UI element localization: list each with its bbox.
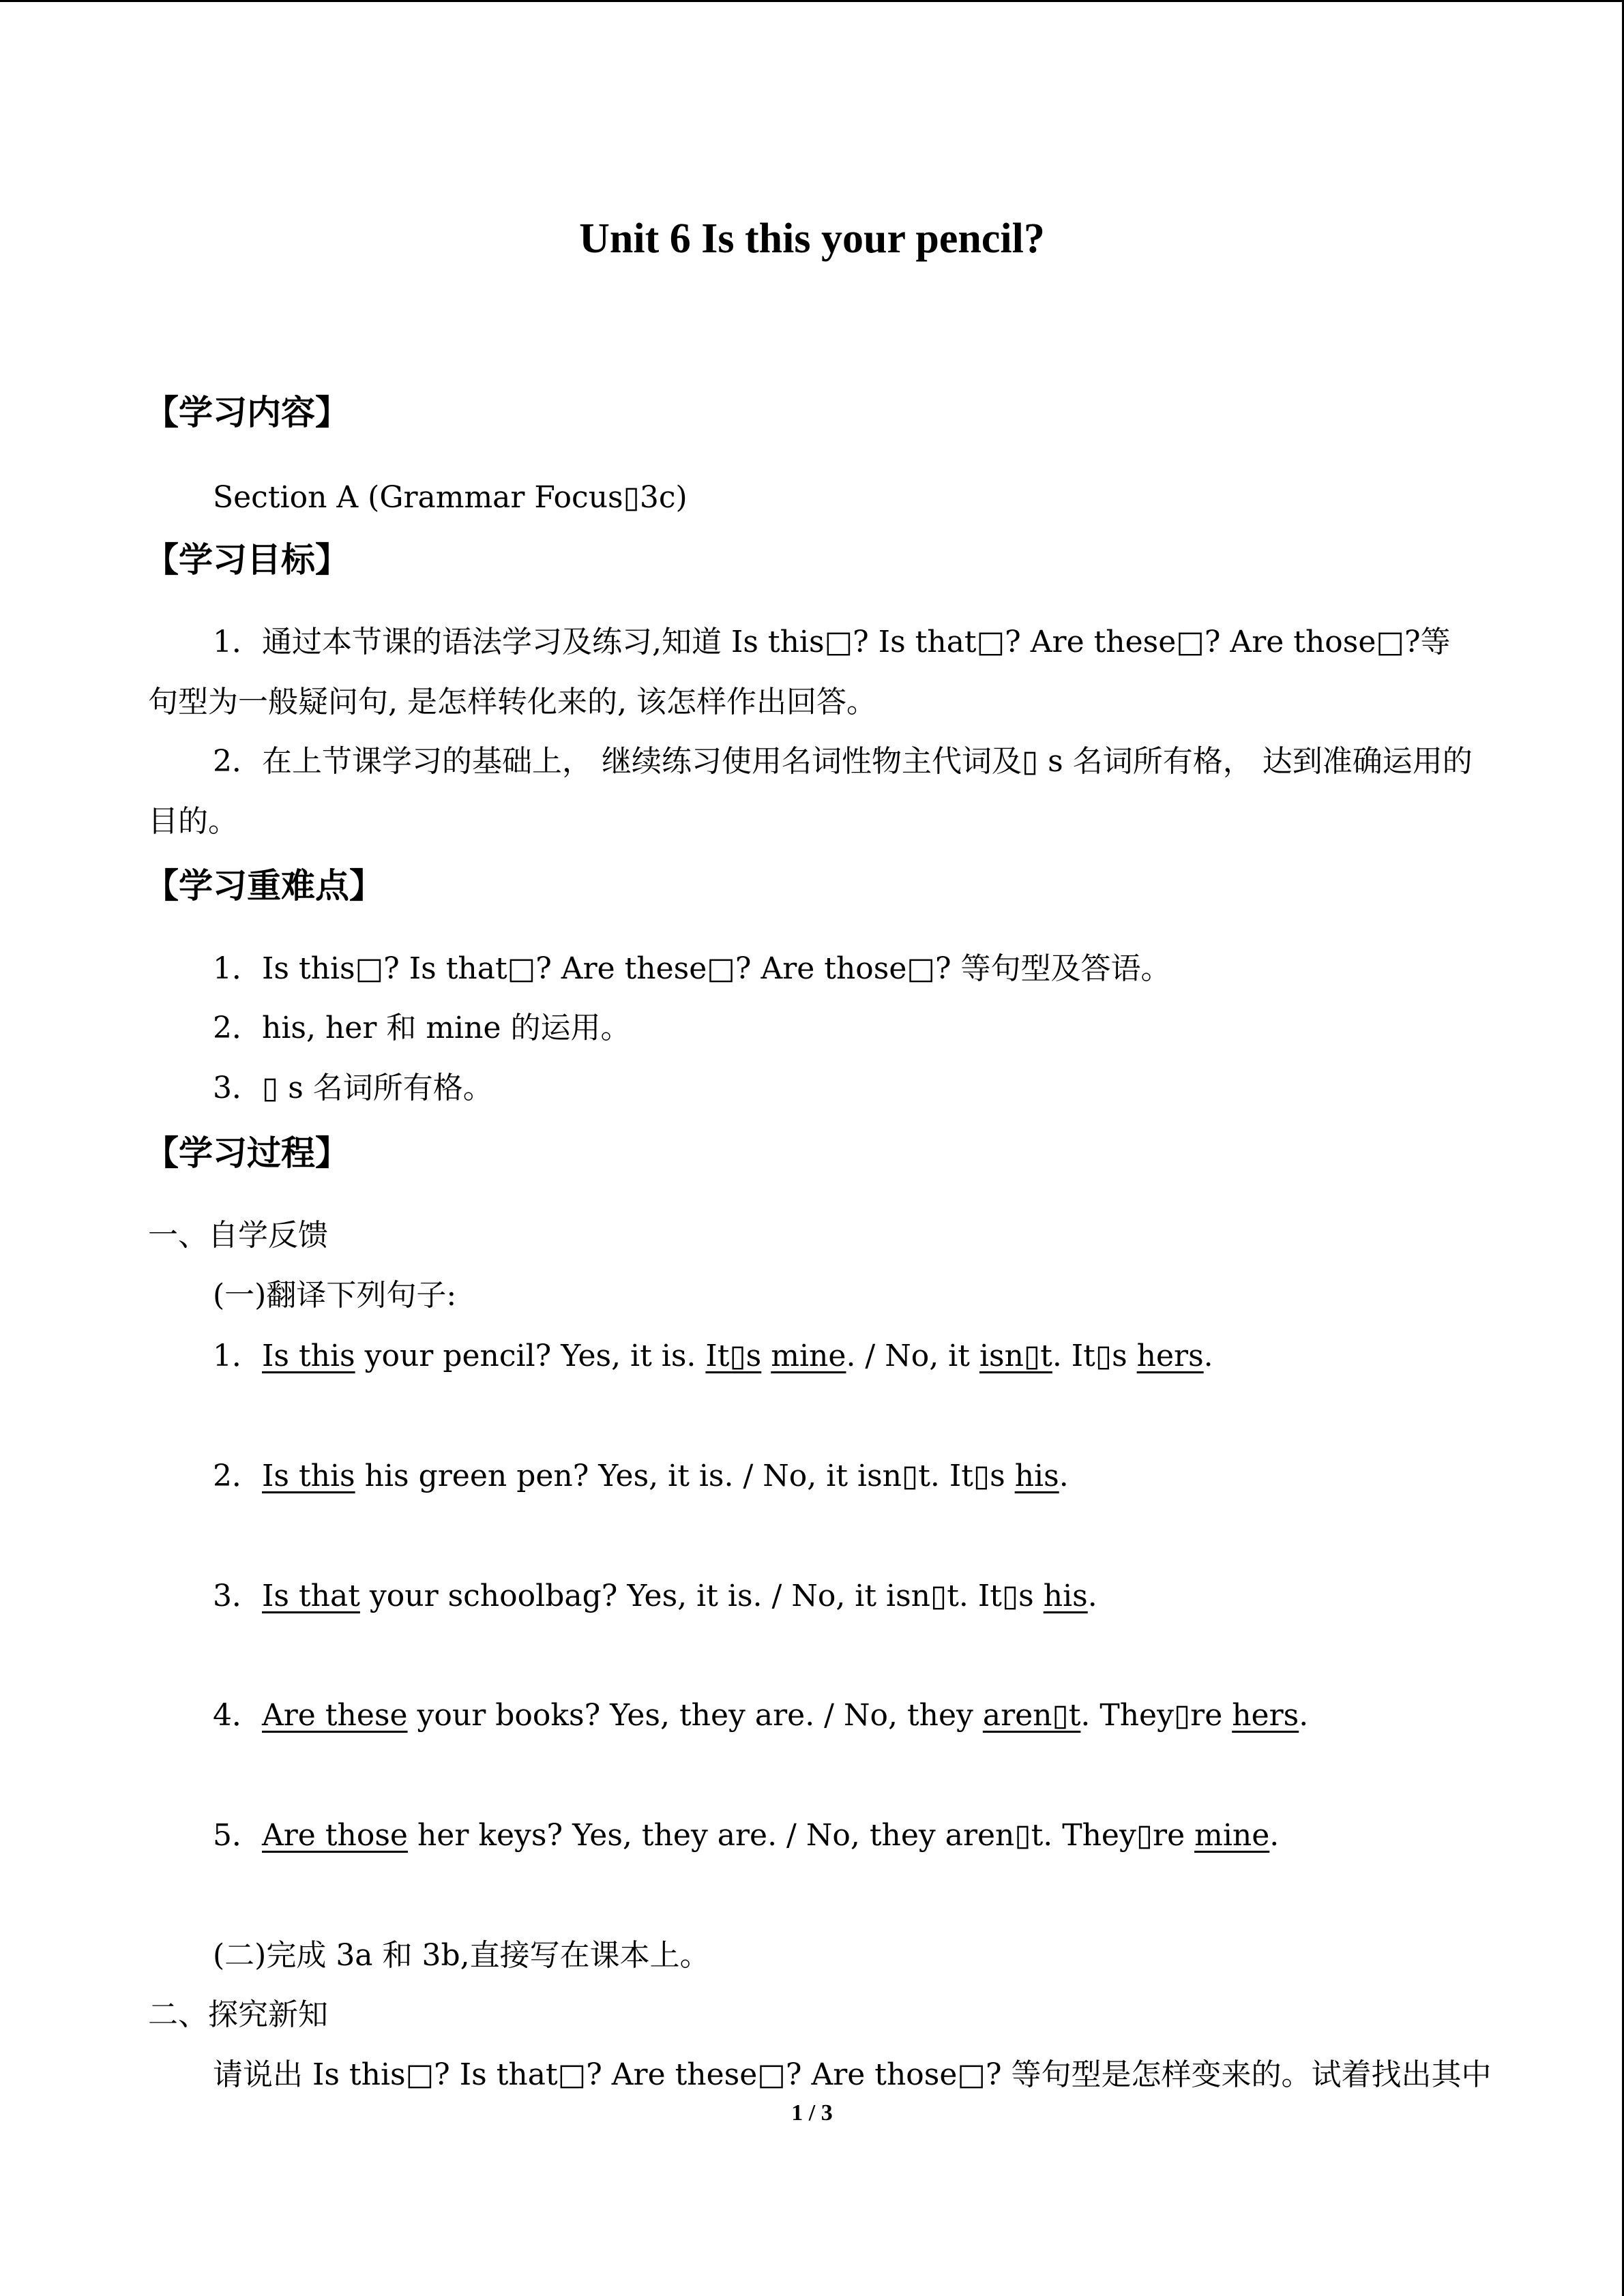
- sentence-text: .: [1269, 1818, 1280, 1853]
- explore-text: 请说出 Is this□? Is that□? Are these□? Are those□? 等句型是怎样变来的。试着找出其中: [213, 2057, 1492, 2092]
- underlined-text: Is that: [262, 1579, 360, 1613]
- underlined-text: isn▯t: [979, 1339, 1052, 1373]
- sentence-text: .: [1087, 1579, 1097, 1613]
- sentence-text: . They▯re: [1080, 1698, 1232, 1733]
- heading-key-points: 【学习重难点】: [145, 865, 383, 906]
- sentence-2: [213, 1455, 1069, 1498]
- key-point-3: 3．▯ s 名词所有格。: [213, 1071, 493, 1105]
- sentence-number: 1．: [213, 1339, 262, 1373]
- underlined-text: Is this: [262, 1459, 355, 1493]
- heading-content: 【学习内容】: [145, 392, 349, 432]
- sentence-number: 3．: [213, 1579, 262, 1613]
- sentence-text: your books? Yes, they are. / No, they: [407, 1698, 983, 1733]
- sentence-1: [213, 1335, 1213, 1378]
- sentence-text: his green pen? Yes, it is. / No, it isn▯t. It▯s: [355, 1459, 1015, 1493]
- sentence-text: .: [1299, 1698, 1309, 1733]
- sentence-text: your schoolbag? Yes, it is. / No, it isn▯t. It▯s: [359, 1579, 1044, 1613]
- underlined-text: mine: [1194, 1818, 1270, 1853]
- document-title: Unit 6 Is this your pencil?: [579, 215, 1045, 262]
- underlined-text: Is this: [262, 1339, 355, 1373]
- underlined-text: mine: [771, 1339, 846, 1373]
- heading-process: 【学习过程】: [145, 1133, 349, 1173]
- sentence-3: [213, 1575, 1097, 1618]
- sentence-5: [213, 1814, 1279, 1858]
- sentence-text: .: [1203, 1339, 1213, 1373]
- sentence-number: 2．: [213, 1459, 262, 1493]
- underlined-text: aren▯t: [982, 1698, 1081, 1733]
- sentence-number: 4．: [213, 1698, 262, 1733]
- underlined-text: Are these: [262, 1698, 408, 1733]
- process-part-1: 一、自学反馈: [148, 1218, 328, 1253]
- process-sub-2: (二)完成 3a 和 3b,直接写在课本上。: [213, 1938, 710, 1973]
- top-border: [0, 0, 1624, 2]
- content-text: Section A (Grammar Focus▯3c): [213, 480, 688, 515]
- process-sub-1: (一)翻译下列句子:: [213, 1278, 457, 1313]
- sentence-4: [213, 1694, 1308, 1738]
- underlined-text: his: [1043, 1579, 1088, 1613]
- underlined-text: hers: [1232, 1698, 1299, 1733]
- sentence-text: . / No, it: [846, 1339, 979, 1373]
- goal-item-2: 2．在上节课学习的基础上， 继续练习使用名词性物主代词及▯ s 名词所有格， 达到准确运用的目的。: [148, 744, 1473, 839]
- underlined-text: Are those: [262, 1818, 408, 1853]
- page-number: 1 / 3: [791, 2100, 833, 2126]
- sentence-number: 5．: [213, 1818, 262, 1853]
- process-part-2: 二、探究新知: [148, 1997, 328, 2032]
- heading-goals: 【学习目标】: [145, 539, 349, 580]
- sentence-text: [761, 1339, 771, 1373]
- underlined-text: his: [1014, 1459, 1059, 1493]
- underlined-text: hers: [1136, 1339, 1204, 1373]
- sentence-text: her keys? Yes, they are. / No, they aren▯t. They▯re: [407, 1818, 1195, 1853]
- key-point-2: 2．his, her 和 mine 的运用。: [213, 1011, 631, 1045]
- underlined-text: It▯s: [705, 1339, 762, 1373]
- sentence-text: . It▯s: [1052, 1339, 1137, 1373]
- key-point-1: 1．Is this□? Is that□? Are these□? Are those□? 等句型及答语。: [213, 951, 1171, 986]
- sentence-text: your pencil? Yes, it is.: [355, 1339, 706, 1373]
- sentence-text: .: [1059, 1459, 1069, 1493]
- goal-item-1: 1．通过本节课的语法学习及练习,知道 Is this□? Is that□? Are these□? Are those□?等句型为一般疑问句, 是怎样转化来的, 该怎样作出回答。: [148, 625, 1451, 719]
